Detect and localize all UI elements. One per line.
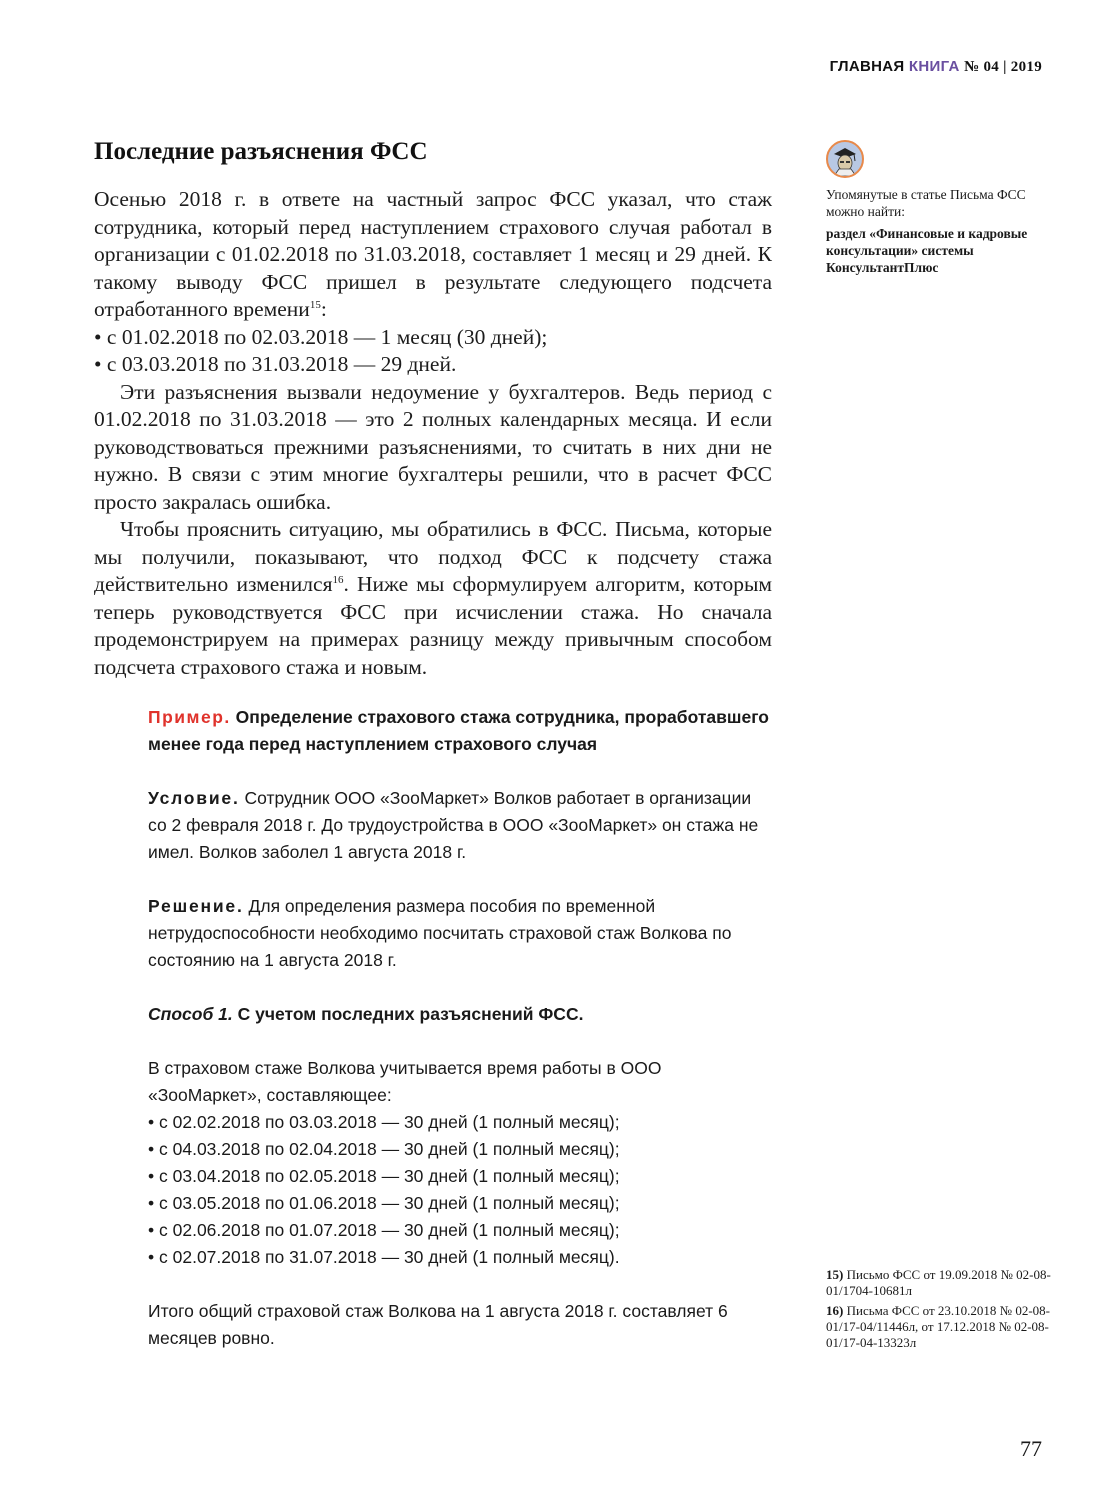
footnote-15: 15) Письмо ФСС от 19.09.2018 № 02-08-01/1704-10681л (826, 1267, 1051, 1298)
example-total: Итого общий страховой стаж Волкова на 1 августа 2018 г. составляет 6 месяцев ровно. (148, 1301, 728, 1348)
example-heading: Пример. Определение страхового стажа сотрудника, проработавшего менее года перед наступлением страхового случая (148, 707, 769, 754)
consultant-plus-reference: раздел «Финансовые и кадровые консультации» системы КонсультантПлюс (826, 226, 1028, 275)
fss-calculation-list (94, 324, 772, 379)
example-solution: Решение. Для определения размера пособия по временной нетрудоспособности необходимо посчитать страховой стаж Волкова по состоянию на 1 августа 2018 г. (148, 896, 732, 970)
article-body (94, 186, 772, 681)
list-item: • с 02.06.2018 по 01.07.2018 — 30 дней (1 полный месяц); (148, 1217, 773, 1244)
article-main (94, 138, 772, 681)
period-list (148, 1109, 773, 1271)
list-item: • с 04.03.2018 по 02.04.2018 — 30 дней (1 полный месяц); (148, 1136, 773, 1163)
example-method: Способ 1. С учетом последних разъяснений ФСС. (148, 1004, 584, 1024)
list-item: • с 01.02.2018 по 02.03.2018 — 1 месяц (30 дней); (94, 324, 772, 352)
brand-name-part2: КНИГА (908, 58, 960, 75)
sidebar-note: Упомянутые в статье Письма ФСС можно найти: (826, 187, 1026, 219)
footnote-ref-16[interactable]: 16 (332, 573, 344, 586)
list-item: • с 03.05.2018 по 01.06.2018 — 30 дней (1 полный месяц); (148, 1190, 773, 1217)
footnote-16: 16) Письма ФСС от 23.10.2018 № 02-08-01/17-04/11446л, от 17.12.2018 № 02-08-01/17-04-13323л (826, 1303, 1050, 1350)
article-title: Последние разъяснения ФСС (94, 138, 428, 165)
magazine-header (830, 58, 1042, 76)
condition-label: Условие. (148, 788, 240, 808)
brand-name-part1: ГЛАВНАЯ (829, 58, 905, 75)
solution-label: Решение. (148, 896, 244, 916)
list-item: • с 02.07.2018 по 31.07.2018 — 30 дней (1 полный месяц). (148, 1244, 773, 1271)
list-item: • с 02.02.2018 по 03.03.2018 — 30 дней (1 полный месяц); (148, 1109, 773, 1136)
list-item: • с 03.04.2018 по 02.05.2018 — 30 дней (1 полный месяц); (148, 1163, 773, 1190)
paragraph-2: Эти разъяснения вызвали недоумение у бухгалтеров. Ведь период с 01.02.2018 по 31.03.2018 — это 2 полных календарных месяца. И если руководствоваться прежними разъяснениями, то считать в них дни не нужно. В связи с этим многие бухгалтеры решили, что в расчет ФСС просто закралась ошибка. (94, 379, 772, 514)
paragraph-1: Осенью 2018 г. в ответе на частный запрос ФСС указал, что стаж сотрудника, который перед наступлением страхового случая работал в организации с 01.02.2018 по 31.03.2018, составляет 1 месяц и 29 дней. К такому выводу ФСС пришел в результате следующего подсчета отработанного времени$^{15}$: (94, 187, 772, 321)
page-number: 77 (1020, 1436, 1042, 1461)
example-tag: Пример. (148, 707, 231, 727)
list-item: • с 03.03.2018 по 31.03.2018 — 29 дней. (94, 351, 772, 379)
footnote-ref-15[interactable]: 15 (309, 298, 321, 311)
footnotes (826, 1267, 1066, 1355)
example-box (148, 704, 773, 1352)
example-condition: Условие. Сотрудник ООО «ЗооМаркет» Волков работает в организации со 2 февраля 2018 г. До трудоустройства в ООО «ЗооМаркет» он стажа не имел. Волков заболел 1 августа 2018 г. (148, 788, 759, 862)
issue-number: № 04 | 2019 (964, 59, 1042, 75)
example-intro: В страховом стаже Волкова учитывается время работы в ООО «ЗооМаркет», составляющее: (148, 1058, 662, 1105)
sidebar (826, 140, 1056, 276)
paragraph-3: Чтобы прояснить ситуацию, мы обратились в ФСС. Письма, которые мы получили, показывают, что подход ФСС к подсчету стажа действительно изменился$^{16}$. Ниже мы сформулируем алгоритм, которым теперь руководствуется ФСС при исчислении стажа. Но сначала продемонстрируем на примерах разницу между привычным способом подсчета страхового стажа и новым. (94, 517, 772, 679)
professor-avatar-icon (826, 140, 864, 178)
